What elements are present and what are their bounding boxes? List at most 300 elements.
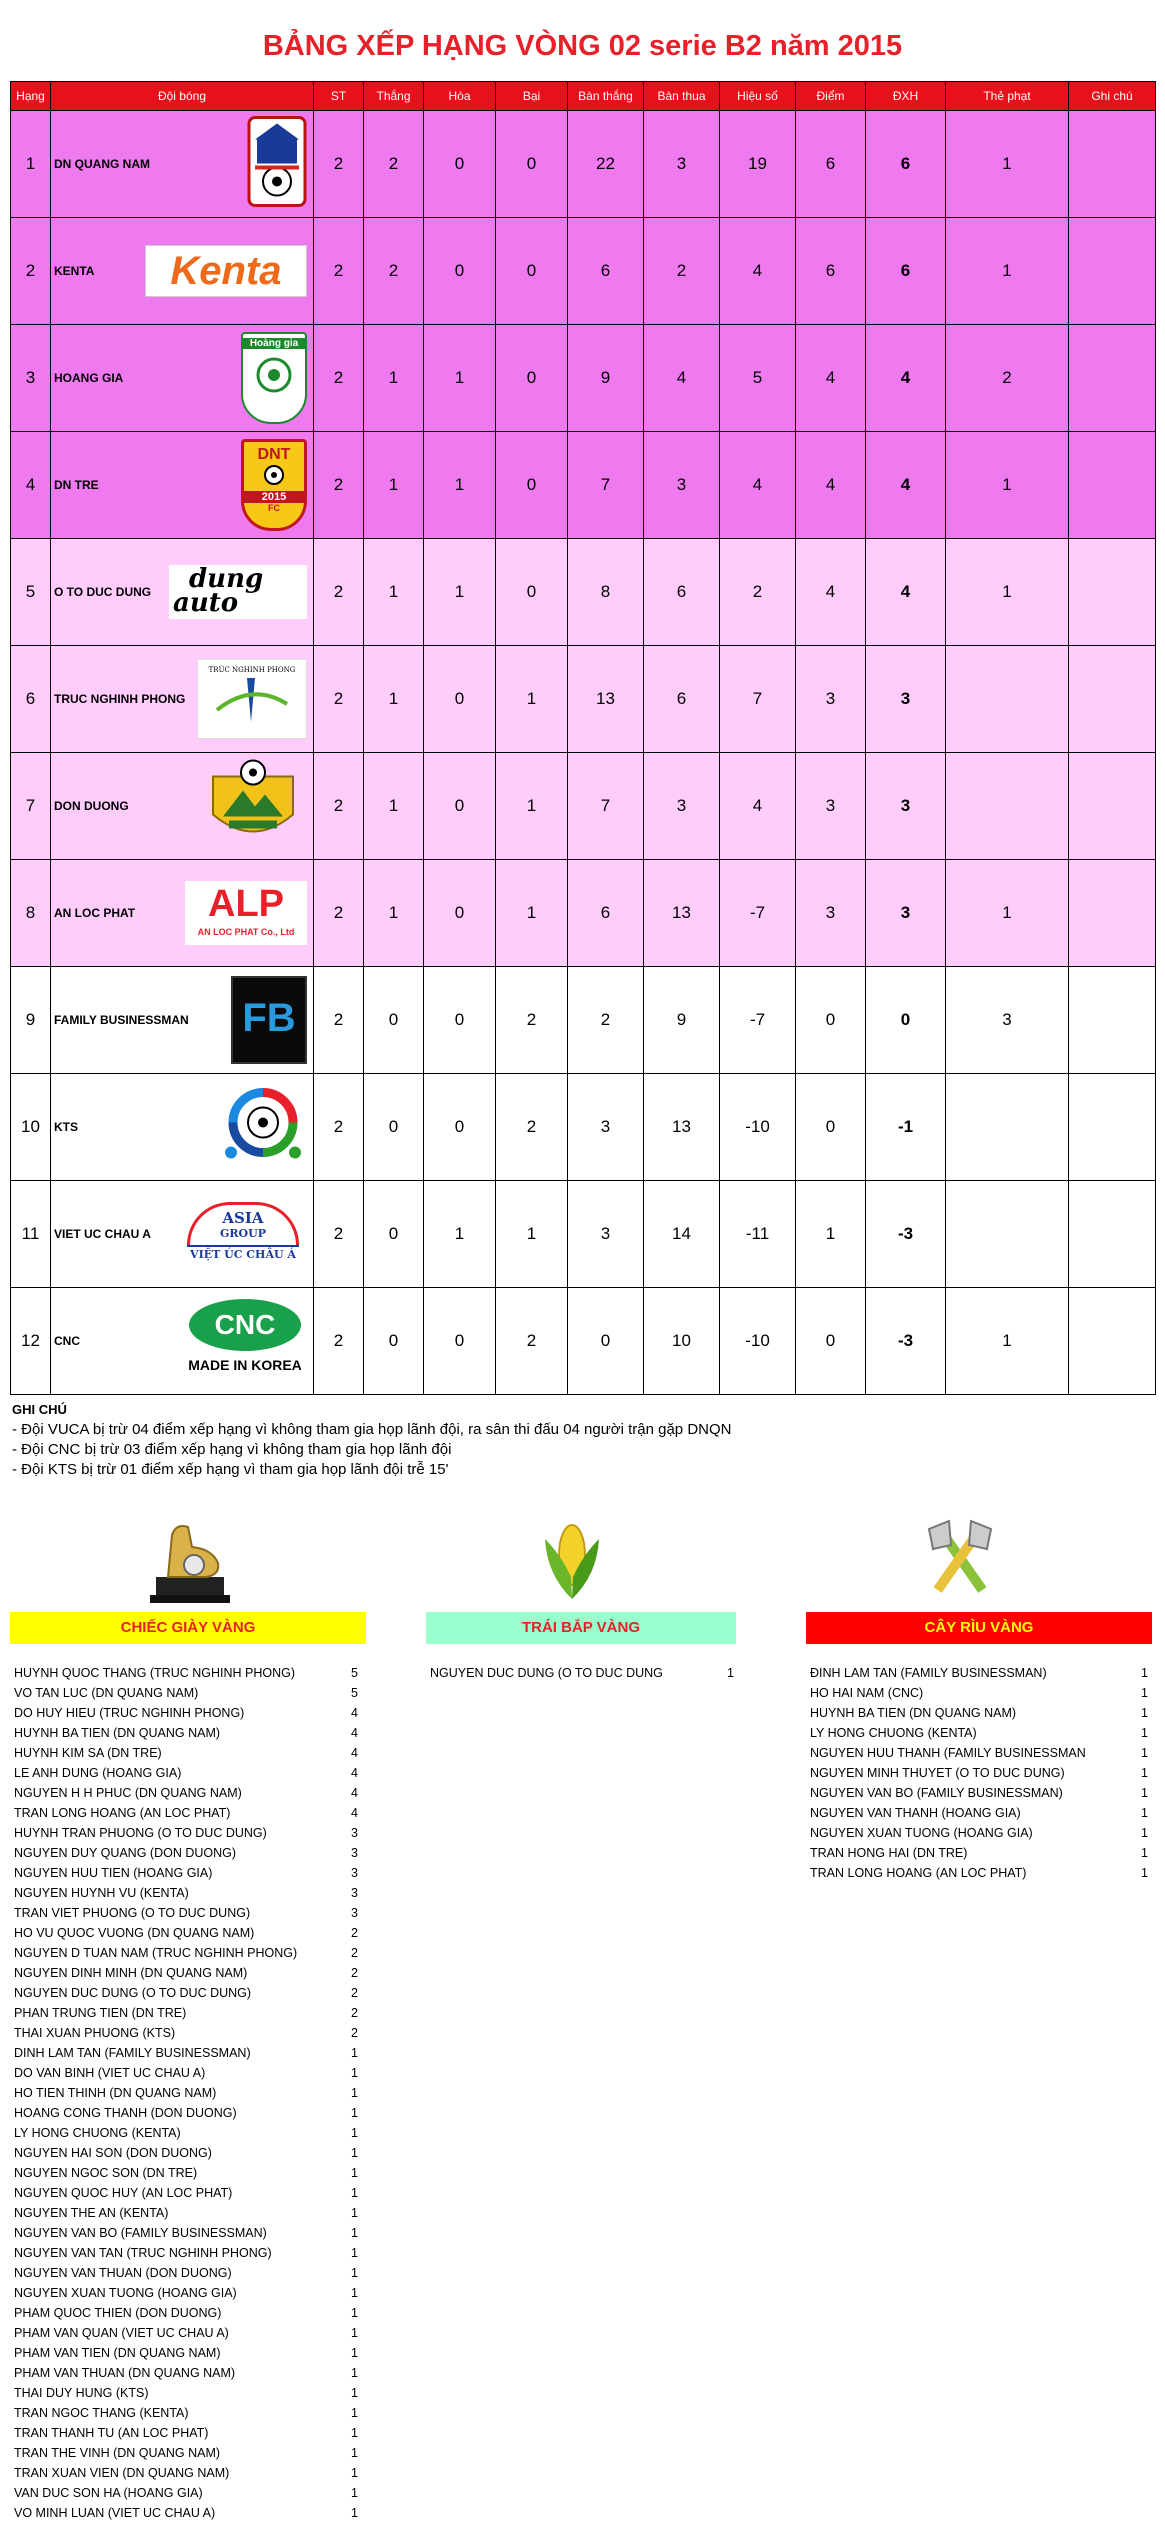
note-cell <box>1069 1288 1156 1395</box>
points-cell: 1 <box>796 1181 866 1288</box>
award-list-item <box>14 1883 366 1903</box>
goal-diff-cell: -10 <box>720 1288 796 1395</box>
award-list-item <box>14 1863 366 1883</box>
truc-nghinh-phong-logo <box>197 659 307 739</box>
goals-against-cell: 4 <box>644 325 720 432</box>
award-list-item <box>14 2243 366 2263</box>
team-cell <box>51 432 314 539</box>
award-count: 1 <box>351 2406 358 2420</box>
award-count: 1 <box>351 2246 358 2260</box>
team-cell <box>51 218 314 325</box>
award-list-item <box>810 1823 1152 1843</box>
header-notes: Ghi chú <box>1069 82 1156 111</box>
table-row <box>11 1181 1156 1288</box>
notes-section <box>12 1400 731 1480</box>
losses-cell: 1 <box>496 1181 568 1288</box>
truc-nghinh-phong-logo-text: TRÚC NGHINH PHONG <box>208 666 296 674</box>
cards-cell: 1 <box>946 860 1069 967</box>
player-name: TRAN VIET PHUONG (O TO DUC DUNG) <box>14 1906 251 1920</box>
losses-cell: 1 <box>496 646 568 753</box>
points-cell: 0 <box>796 1074 866 1181</box>
header-points: Điểm <box>796 82 866 111</box>
goals-against-cell: 13 <box>644 1074 720 1181</box>
award-list-item <box>14 2483 366 2503</box>
award-list-item <box>14 2503 366 2523</box>
team-name: HOANG GIA <box>54 371 124 385</box>
played-cell: 2 <box>314 218 364 325</box>
draws-cell: 0 <box>424 753 496 860</box>
goals-for-cell: 7 <box>568 753 644 860</box>
award-list-item <box>14 2443 366 2463</box>
header-cards: Thẻ phạt <box>946 82 1069 111</box>
ranking-points-cell: -1 <box>866 1074 946 1181</box>
table-row <box>11 325 1156 432</box>
player-name: LY HONG CHUONG (KENTA) <box>810 1726 977 1740</box>
player-name: NGUYEN HUU TIEN (HOANG GIA) <box>14 1866 213 1880</box>
wins-cell: 2 <box>364 111 424 218</box>
ranking-points-cell: 6 <box>866 218 946 325</box>
table-row <box>11 539 1156 646</box>
player-name: NGUYEN XUAN TUONG (HOANG GIA) <box>810 1826 1033 1840</box>
player-name: NGUYEN MINH THUYET (O TO DUC DUNG) <box>810 1766 1065 1780</box>
player-name: NGUYEN D TUAN NAM (TRUC NGHINH PHONG) <box>14 1946 298 1960</box>
points-cell: 3 <box>796 753 866 860</box>
golden-corn-list <box>430 1663 736 1683</box>
award-count: 1 <box>351 2126 358 2140</box>
cards-cell: 1 <box>946 1288 1069 1395</box>
golden-axe-list <box>810 1663 1152 1883</box>
award-count: 2 <box>351 2006 358 2020</box>
header-team: Đội bóng <box>51 82 314 111</box>
wins-cell: 1 <box>364 860 424 967</box>
note-cell <box>1069 646 1156 753</box>
award-count: 1 <box>351 2426 358 2440</box>
losses-cell: 2 <box>496 967 568 1074</box>
award-count: 4 <box>351 1766 358 1780</box>
player-name: NGUYEN VAN BO (FAMILY BUSINESSMAN) <box>810 1786 1063 1800</box>
losses-cell: 2 <box>496 1074 568 1181</box>
player-name: THAI XUAN PHUONG (KTS) <box>14 2026 176 2040</box>
player-name: THAI DUY HUNG (KTS) <box>14 2386 149 2400</box>
team-name: VIET UC CHAU A <box>54 1227 151 1241</box>
asia-group-logo-text2: GROUP <box>220 1227 266 1240</box>
award-count: 1 <box>1141 1726 1148 1740</box>
player-name: LY HONG CHUONG (KENTA) <box>14 2126 181 2140</box>
points-cell: 6 <box>796 218 866 325</box>
award-count: 5 <box>351 1666 358 1680</box>
award-count: 4 <box>351 1806 358 1820</box>
award-count: 1 <box>1141 1686 1148 1700</box>
award-count: 5 <box>351 1686 358 1700</box>
team-cell <box>51 860 314 967</box>
player-name: NGUYEN HUYNH VU (KENTA) <box>14 1886 189 1900</box>
player-name: NGUYEN DUY QUANG (DON DUONG) <box>14 1846 237 1860</box>
ranking-points-cell: 4 <box>866 432 946 539</box>
cards-cell <box>946 646 1069 753</box>
team-name: DN TRE <box>54 478 99 492</box>
goals-for-cell: 3 <box>568 1181 644 1288</box>
points-cell: 4 <box>796 432 866 539</box>
played-cell: 2 <box>314 1181 364 1288</box>
team-name: FAMILY BUSINESSMAN <box>54 1013 189 1027</box>
award-list-item <box>14 1843 366 1863</box>
award-count: 2 <box>351 1946 358 1960</box>
wins-cell: 0 <box>364 1288 424 1395</box>
rank-cell: 7 <box>11 753 51 860</box>
kenta-logo-text: Kenta <box>170 249 282 293</box>
award-count: 1 <box>1141 1786 1148 1800</box>
goal-diff-cell: -7 <box>720 967 796 1074</box>
player-name: HO HAI NAM (CNC) <box>810 1686 924 1700</box>
rank-cell: 5 <box>11 539 51 646</box>
goal-diff-cell: 4 <box>720 432 796 539</box>
points-cell: 4 <box>796 325 866 432</box>
award-list-item <box>14 1783 366 1803</box>
rank-cell: 4 <box>11 432 51 539</box>
points-cell: 0 <box>796 1288 866 1395</box>
table-row <box>11 967 1156 1074</box>
goals-against-cell: 3 <box>644 111 720 218</box>
goals-for-cell: 8 <box>568 539 644 646</box>
award-list-item <box>14 2203 366 2223</box>
ranking-points-cell: 3 <box>866 646 946 753</box>
wins-cell: 1 <box>364 753 424 860</box>
player-name: NGUYEN HAI SON (DON DUONG) <box>14 2146 212 2160</box>
award-count: 2 <box>351 1926 358 1940</box>
played-cell: 2 <box>314 1288 364 1395</box>
player-name: NGUYEN DUC DUNG (O TO DUC DUNG) <box>14 1986 252 2000</box>
points-cell: 0 <box>796 967 866 1074</box>
team-cell <box>51 325 314 432</box>
points-cell: 3 <box>796 646 866 753</box>
award-list-item <box>14 1703 366 1723</box>
team-cell <box>51 753 314 860</box>
player-name: PHAM VAN QUAN (VIET UC CHAU A) <box>14 2326 229 2340</box>
table-row <box>11 218 1156 325</box>
award-count: 1 <box>351 2146 358 2160</box>
asia-group-logo-text3: VIỆT ÚC CHÂU Á <box>187 1245 299 1263</box>
viet-uc-chau-a-logo <box>179 1202 307 1266</box>
player-name: NGUYEN NGOC SON (DN TRE) <box>14 2166 198 2180</box>
goal-diff-cell: 7 <box>720 646 796 753</box>
standings-table <box>10 81 1156 1395</box>
draws-cell: 0 <box>424 967 496 1074</box>
goals-for-cell: 6 <box>568 218 644 325</box>
cards-cell <box>946 1181 1069 1288</box>
goals-for-cell: 7 <box>568 432 644 539</box>
points-cell: 3 <box>796 860 866 967</box>
award-list-item <box>14 2043 366 2063</box>
note-cell <box>1069 218 1156 325</box>
award-list-item <box>14 2183 366 2203</box>
cards-cell <box>946 1074 1069 1181</box>
player-name: NGUYEN QUOC HUY (AN LOC PHAT) <box>14 2186 233 2200</box>
asia-group-logo-text1: ASIA <box>222 1209 264 1227</box>
goals-against-cell: 13 <box>644 860 720 967</box>
award-count: 1 <box>1141 1746 1148 1760</box>
award-list-item <box>810 1703 1152 1723</box>
award-count: 3 <box>351 1906 358 1920</box>
player-name: HOANG CONG THANH (DON DUONG) <box>14 2106 237 2120</box>
note-line: - Đội CNC bị trừ 03 điểm xếp hạng vì không tham gia họp lãnh đội <box>12 1441 452 1458</box>
award-list-item <box>14 1963 366 1983</box>
award-list-item <box>810 1843 1152 1863</box>
wins-cell: 2 <box>364 218 424 325</box>
player-name: PHAM VAN THUAN (DN QUANG NAM) <box>14 2366 236 2380</box>
goals-for-cell: 13 <box>568 646 644 753</box>
dung-auto-logo-text2: auto <box>173 588 239 618</box>
goals-for-cell: 3 <box>568 1074 644 1181</box>
award-list-item <box>14 2143 366 2163</box>
award-count: 4 <box>351 1786 358 1800</box>
family-businessman-logo-text: FB <box>242 996 296 1040</box>
award-list-item <box>14 1803 366 1823</box>
ranking-points-cell: 6 <box>866 111 946 218</box>
cards-cell: 1 <box>946 218 1069 325</box>
award-count: 1 <box>351 2106 358 2120</box>
award-list-item <box>14 1943 366 1963</box>
award-list-item <box>14 1983 366 2003</box>
played-cell: 2 <box>314 753 364 860</box>
player-name: DINH LAM TAN (FAMILY BUSINESSMAN) <box>14 2046 251 2060</box>
player-name: VO MINH LUAN (VIET UC CHAU A) <box>14 2506 216 2520</box>
losses-cell: 0 <box>496 325 568 432</box>
team-name: KTS <box>54 1120 78 1134</box>
family-businessman-logo <box>231 976 307 1064</box>
wins-cell: 0 <box>364 967 424 1074</box>
losses-cell: 0 <box>496 111 568 218</box>
goal-diff-cell: -10 <box>720 1074 796 1181</box>
award-list-item <box>14 2223 366 2243</box>
award-list-item <box>430 1663 736 1683</box>
award-list-item <box>14 1723 366 1743</box>
award-list-item <box>14 1923 366 1943</box>
header-rank: Hạng <box>11 82 51 111</box>
rank-cell: 1 <box>11 111 51 218</box>
award-list-item <box>810 1863 1152 1883</box>
ranking-points-cell: 3 <box>866 753 946 860</box>
player-name: HUYNH BA TIEN (DN QUANG NAM) <box>14 1726 221 1740</box>
rank-cell: 6 <box>11 646 51 753</box>
table-row <box>11 646 1156 753</box>
note-line: - Đội KTS bị trừ 01 điểm xếp hạng vì tham gia họp lãnh đội trễ 15' <box>12 1461 449 1478</box>
goals-for-cell: 2 <box>568 967 644 1074</box>
player-name: VO TAN LUC (DN QUANG NAM) <box>14 1686 199 1700</box>
header-played: ST <box>314 82 364 111</box>
award-count: 4 <box>351 1726 358 1740</box>
award-count: 1 <box>351 2466 358 2480</box>
team-cell <box>51 539 314 646</box>
award-list-item <box>810 1663 1152 1683</box>
award-list-item <box>14 2023 366 2043</box>
goals-against-cell: 6 <box>644 646 720 753</box>
award-list-item <box>14 2423 366 2443</box>
note-cell <box>1069 753 1156 860</box>
note-cell <box>1069 432 1156 539</box>
player-name: HO TIEN THINH (DN QUANG NAM) <box>14 2086 217 2100</box>
dn-quang-nam-logo <box>247 116 307 213</box>
wins-cell: 1 <box>364 646 424 753</box>
played-cell: 2 <box>314 111 364 218</box>
notes-title: GHI CHÚ <box>12 1402 67 1417</box>
award-count: 1 <box>1141 1706 1148 1720</box>
award-list-item <box>14 1683 366 1703</box>
player-name: NGUYEN H H PHUC (DN QUANG NAM) <box>14 1786 242 1800</box>
points-cell: 6 <box>796 111 866 218</box>
goals-against-cell: 9 <box>644 967 720 1074</box>
table-row <box>11 1074 1156 1181</box>
rank-cell: 8 <box>11 860 51 967</box>
award-count: 1 <box>1141 1766 1148 1780</box>
losses-cell: 1 <box>496 860 568 967</box>
award-count: 4 <box>351 1706 358 1720</box>
player-name: NGUYEN VAN THUAN (DON DUONG) <box>14 2266 232 2280</box>
draws-cell: 1 <box>424 539 496 646</box>
note-cell <box>1069 1181 1156 1288</box>
goal-diff-cell: -7 <box>720 860 796 967</box>
award-count: 3 <box>351 1826 358 1840</box>
wins-cell: 0 <box>364 1074 424 1181</box>
ranking-points-cell: -3 <box>866 1288 946 1395</box>
draws-cell: 1 <box>424 325 496 432</box>
team-cell <box>51 1288 314 1395</box>
award-count: 1 <box>351 2166 358 2180</box>
player-name: NGUYEN THE AN (KENTA) <box>14 2206 169 2220</box>
losses-cell: 2 <box>496 1288 568 1395</box>
award-count: 1 <box>351 2506 358 2520</box>
goal-diff-cell: 19 <box>720 111 796 218</box>
note-line: - Đội VUCA bị trừ 04 điểm xếp hạng vì không tham gia họp lãnh đội, ra sân thi đấu 04 người trận gặp DNQN <box>12 1421 732 1438</box>
award-count: 1 <box>1141 1866 1148 1880</box>
goals-against-cell: 14 <box>644 1181 720 1288</box>
award-count: 1 <box>727 1666 734 1680</box>
losses-cell: 1 <box>496 753 568 860</box>
table-header-row <box>11 82 1156 111</box>
an-loc-phat-logo <box>185 881 307 945</box>
table-row <box>11 1288 1156 1395</box>
rank-cell: 2 <box>11 218 51 325</box>
golden-corn-title: TRÁI BẮP VÀNG <box>426 1612 736 1644</box>
points-cell: 4 <box>796 539 866 646</box>
dung-auto-logo-text1: dung <box>189 564 264 594</box>
header-goals-for: Bàn thắng <box>568 82 644 111</box>
award-list-item <box>810 1743 1152 1763</box>
losses-cell: 0 <box>496 432 568 539</box>
award-count: 1 <box>351 2386 358 2400</box>
player-name: HUYNH KIM SA (DN TRE) <box>14 1746 162 1760</box>
award-count: 2 <box>351 1986 358 2000</box>
header-wins: Thắng <box>364 82 424 111</box>
award-list-item <box>14 1823 366 1843</box>
draws-cell: 1 <box>424 432 496 539</box>
goals-for-cell: 0 <box>568 1288 644 1395</box>
cnc-logo <box>183 1299 307 1383</box>
team-name: O TO DUC DUNG <box>54 585 152 599</box>
header-goals-against: Bàn thua <box>644 82 720 111</box>
cnc-logo-subtext: MADE IN KOREA <box>188 1357 302 1373</box>
played-cell: 2 <box>314 967 364 1074</box>
rank-cell: 12 <box>11 1288 51 1395</box>
note-cell <box>1069 860 1156 967</box>
player-name: NGUYEN HUU THANH (FAMILY BUSINESSMAN <box>810 1746 1086 1760</box>
goal-diff-cell: 4 <box>720 753 796 860</box>
player-name: ĐINH LAM TAN (FAMILY BUSINESSMAN) <box>810 1666 1047 1680</box>
draws-cell: 0 <box>424 646 496 753</box>
player-name: LE ANH DUNG (HOANG GIA) <box>14 1766 182 1780</box>
award-list-item <box>14 2003 366 2023</box>
header-draws: Hòa <box>424 82 496 111</box>
goals-against-cell: 3 <box>644 753 720 860</box>
goals-against-cell: 3 <box>644 432 720 539</box>
goals-against-cell: 2 <box>644 218 720 325</box>
team-cell <box>51 646 314 753</box>
player-name: TRAN XUAN VIEN (DN QUANG NAM) <box>14 2466 230 2480</box>
player-name: DO VAN BINH (VIET UC CHAU A) <box>14 2066 206 2080</box>
award-count: 3 <box>351 1866 358 1880</box>
goal-diff-cell: 4 <box>720 218 796 325</box>
hoang-gia-logo-text: Hoàng gia <box>243 338 305 349</box>
award-count: 1 <box>351 2266 358 2280</box>
draws-cell: 0 <box>424 218 496 325</box>
note-cell <box>1069 325 1156 432</box>
award-count: 2 <box>351 1966 358 1980</box>
award-list-item <box>810 1783 1152 1803</box>
note-cell <box>1069 967 1156 1074</box>
player-name: VAN DUC SON HA (HOANG GIA) <box>14 2486 203 2500</box>
player-name: HO VU QUOC VUONG (DN QUANG NAM) <box>14 1926 255 1940</box>
award-count: 1 <box>351 2086 358 2100</box>
team-cell <box>51 967 314 1074</box>
played-cell: 2 <box>314 325 364 432</box>
award-count: 1 <box>351 2046 358 2060</box>
played-cell: 2 <box>314 646 364 753</box>
team-cell <box>51 1074 314 1181</box>
player-name: HUYNH QUOC THANG (TRUC NGHINH PHONG) <box>14 1666 296 1680</box>
award-count: 1 <box>351 2226 358 2240</box>
ranking-points-cell: 3 <box>866 860 946 967</box>
award-list-item <box>14 2363 366 2383</box>
player-name: PHAN TRUNG TIEN (DN TRE) <box>14 2006 187 2020</box>
player-name: NGUYEN VAN TAN (TRUC NGHINH PHONG) <box>14 2246 272 2260</box>
dung-auto-logo <box>169 565 307 619</box>
played-cell: 2 <box>314 860 364 967</box>
cards-cell <box>946 753 1069 860</box>
player-name: TRAN LONG HOANG (AN LOC PHAT) <box>810 1866 1027 1880</box>
goal-diff-cell: 2 <box>720 539 796 646</box>
ranking-points-cell: 0 <box>866 967 946 1074</box>
goals-for-cell: 6 <box>568 860 644 967</box>
corn-icon <box>537 1515 607 1606</box>
ranking-points-cell: 4 <box>866 325 946 432</box>
award-list-item <box>14 2103 366 2123</box>
player-name: TRAN LONG HOANG (AN LOC PHAT) <box>14 1806 231 1820</box>
award-count: 1 <box>351 2206 358 2220</box>
player-name: DO HUY HIEU (TRUC NGHINH PHONG) <box>14 1706 245 1720</box>
award-list-item <box>14 1903 366 1923</box>
award-count: 1 <box>351 2486 358 2500</box>
player-name: TRAN NGOC THANG (KENTA) <box>14 2406 189 2420</box>
golden-boot-list <box>14 1663 366 2523</box>
award-list-item <box>14 2303 366 2323</box>
award-list-item <box>14 2463 366 2483</box>
award-list-item <box>14 2343 366 2363</box>
rank-cell: 9 <box>11 967 51 1074</box>
award-count: 1 <box>351 2346 358 2360</box>
award-count: 1 <box>351 2366 358 2380</box>
award-count: 4 <box>351 1746 358 1760</box>
goals-against-cell: 6 <box>644 539 720 646</box>
cards-cell: 1 <box>946 111 1069 218</box>
